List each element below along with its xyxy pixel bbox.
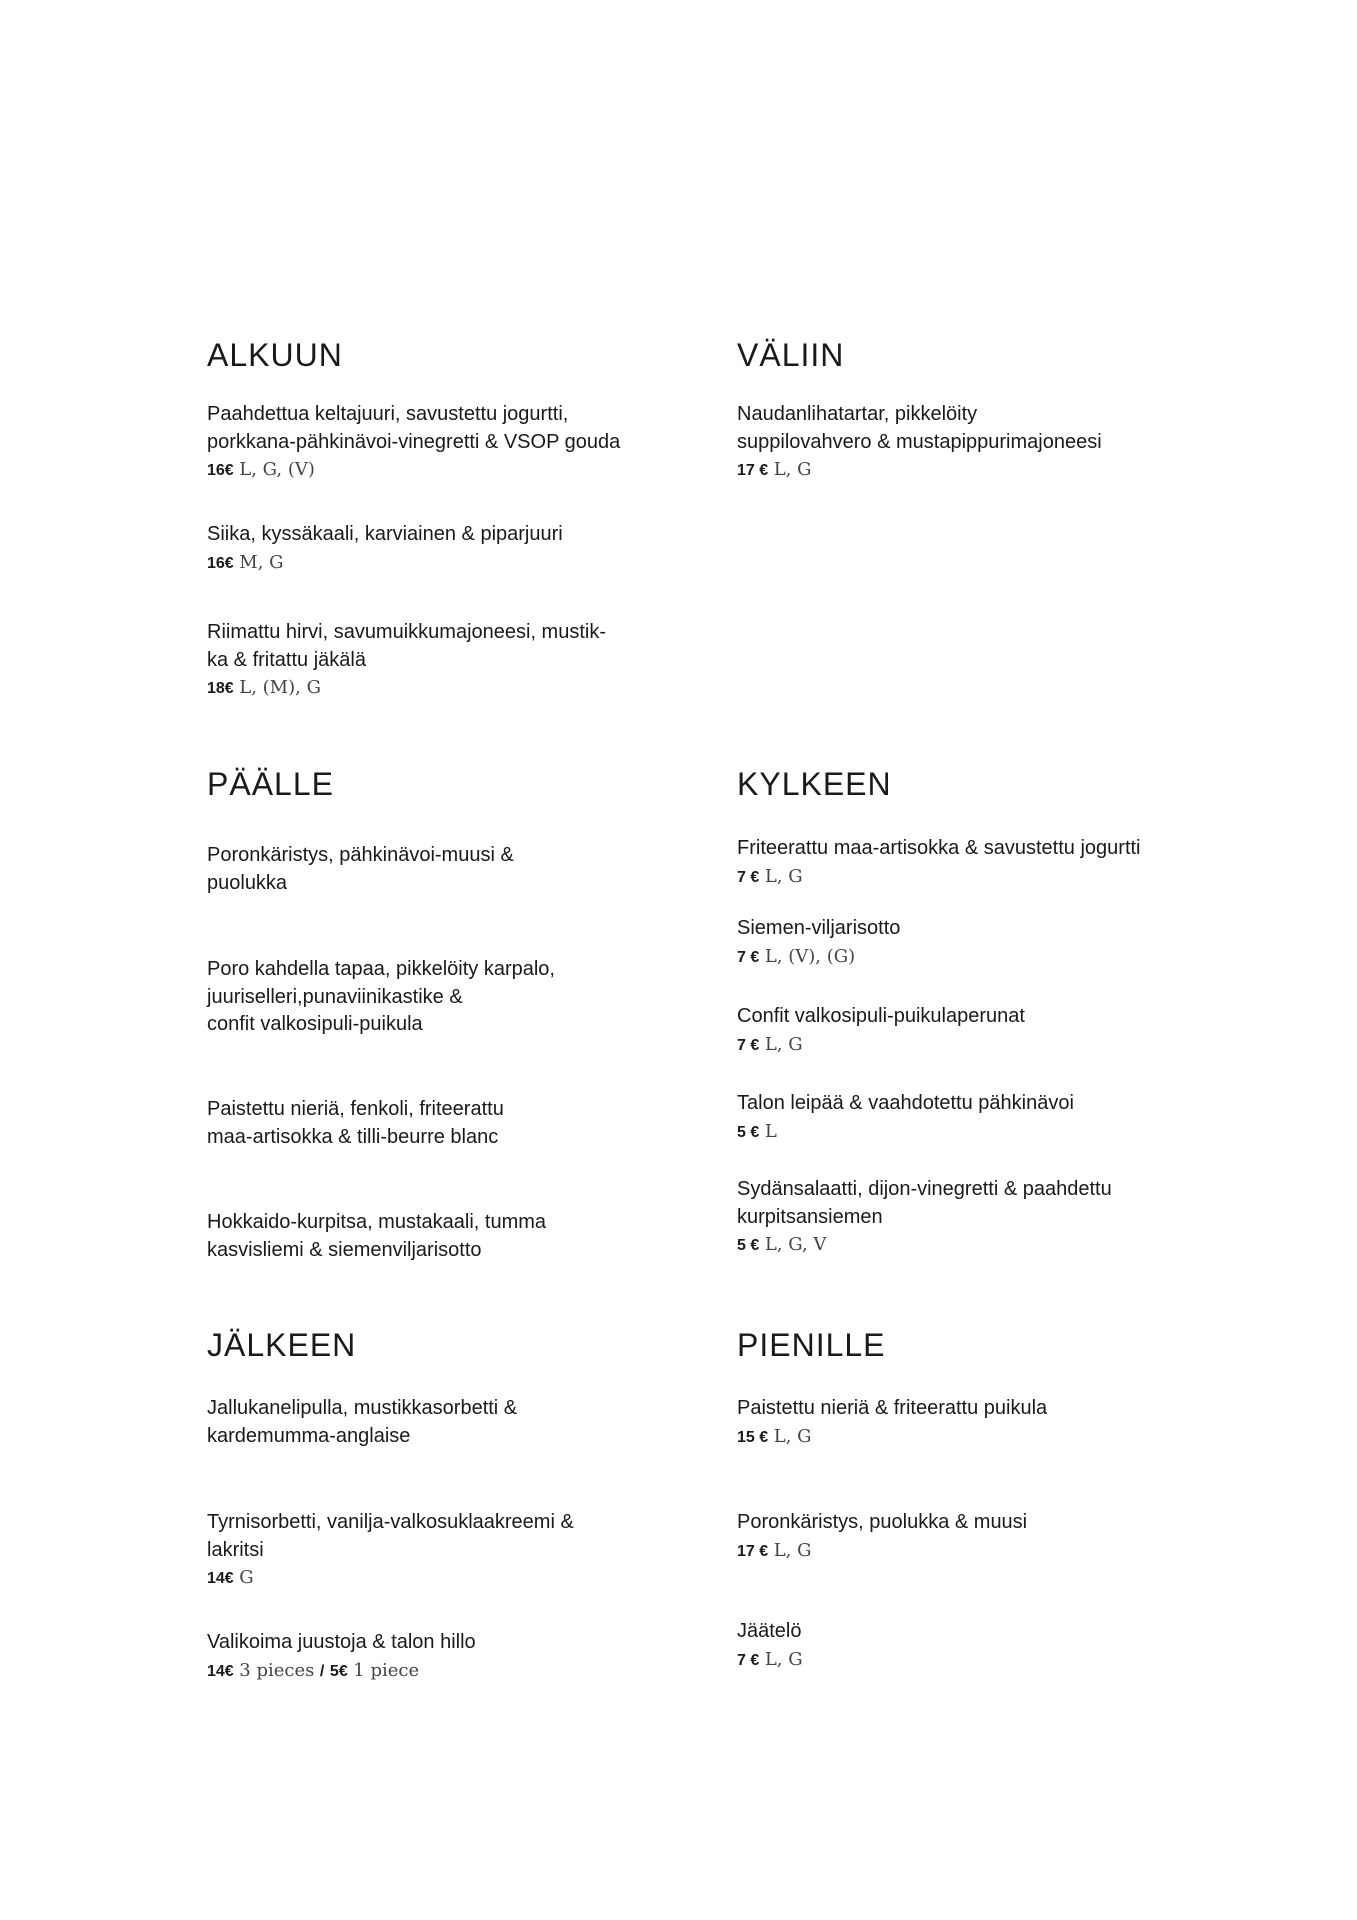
item-price: 17 € (737, 1542, 769, 1560)
menu-item (207, 619, 677, 702)
section-title: PÄÄLLE (207, 766, 334, 802)
item-name: Paahdettua keltajuuri, savustettu jogurtti, porkkana-pähkinävoi-vinegretti & VSOP gouda (207, 403, 621, 453)
item-price: 7 € (737, 948, 760, 966)
section-pienille (737, 1327, 1207, 1670)
item-diet: L, G, V (764, 1234, 827, 1255)
item-name: Jallukanelipulla, mustikkasorbetti & kardemumma-anglaise (207, 1397, 518, 1447)
item-diet: L (764, 1120, 777, 1142)
item-diet: L, G (773, 1425, 812, 1447)
menu-item (737, 835, 1207, 891)
item-price: 7 € (737, 1651, 760, 1669)
item-name: Siika, kyssäkaali, karviainen & piparjuuri (207, 523, 563, 545)
section-jalkeen (207, 1327, 677, 1681)
item-price-alt: 5€ (329, 1662, 348, 1680)
section-alkuun (207, 337, 677, 698)
menu-item (737, 1176, 1207, 1259)
section-paalle (207, 766, 677, 1261)
menu-item (207, 1395, 677, 1450)
section-kylkeen (737, 766, 1207, 1255)
menu-item (737, 401, 1207, 484)
item-price: 16€ (207, 462, 234, 479)
section-title: KYLKEEN (737, 766, 892, 802)
menu-item (737, 1003, 1207, 1059)
item-diet: M, G (239, 551, 284, 573)
menu-item (737, 1509, 1207, 1565)
item-price: 5 € (737, 1237, 760, 1254)
menu-item (207, 1096, 677, 1151)
menu-item (737, 1090, 1207, 1146)
item-name: Paistettu nieriä, fenkoli, friteerattu maa-artisokka & tilli-beurre blanc (207, 1098, 504, 1148)
price-separator: / (319, 1662, 325, 1680)
menu-item (207, 842, 677, 897)
item-price: 18€ (207, 680, 234, 697)
section-valiin (737, 337, 1207, 480)
item-diet: L, G (764, 1648, 803, 1670)
item-name: Siemen-viljarisotto (737, 917, 901, 939)
item-price: 5 € (737, 1123, 760, 1141)
item-name: Valikoima juustoja & talon hillo (207, 1631, 476, 1653)
item-price: 7 € (737, 868, 760, 886)
item-name: Naudanlihatartar, pikkelöity suppilovahvero & mustapippurimajoneesi (737, 403, 1102, 453)
item-price: 14€ (207, 1662, 234, 1680)
item-name: Tyrnisorbetti, vanilja-valkosuklaakreemi & lakritsi (207, 1511, 574, 1561)
menu-item (737, 1395, 1207, 1451)
menu-item (207, 956, 677, 1039)
menu-item (207, 1629, 677, 1685)
item-diet: L, G (773, 1539, 812, 1561)
item-name: Paistettu nieriä & friteerattu puikula (737, 1397, 1048, 1419)
item-name: Talon leipää & vaahdotettu pähkinävoi (737, 1092, 1074, 1114)
menu-item (737, 915, 1207, 971)
item-diet: G (239, 1567, 254, 1588)
item-name: Poronkäristys, puolukka & muusi (737, 1511, 1028, 1533)
item-price: 7 € (737, 1036, 760, 1054)
item-portion-alt: 1 piece (353, 1659, 420, 1681)
item-diet: L, G (764, 1033, 803, 1055)
menu-item (207, 401, 677, 484)
item-diet: L, (V), (G) (764, 945, 856, 967)
menu-item (207, 1509, 677, 1592)
item-name: Poro kahdella tapaa, pikkelöity karpalo, juuriselleri,punaviinikastike & confit valkosipuli-puikula (207, 958, 555, 1035)
item-name: Friteerattu maa-artisokka & savustettu jogurtti (737, 837, 1141, 859)
item-name: Riimattu hirvi, savumuikkumajoneesi, mustik- ka & fritattu jäkälä (207, 621, 607, 671)
item-price: 15 € (737, 1428, 769, 1446)
item-name: Sydänsalaatti, dijon-vinegretti & paahdettu kurpitsansiemen (737, 1178, 1112, 1228)
menu-item (737, 1618, 1207, 1674)
item-name: Poronkäristys, pähkinävoi-muusi & puolukka (207, 844, 514, 894)
item-diet: L, G (773, 459, 812, 480)
section-title: JÄLKEEN (207, 1327, 357, 1363)
menu-item (207, 521, 677, 577)
item-price: 16€ (207, 554, 234, 572)
item-name: Confit valkosipuli-puikulaperunat (737, 1005, 1025, 1027)
item-price: 17 € (737, 462, 769, 479)
item-diet: L, (M), G (239, 677, 321, 698)
item-name: Hokkaido-kurpitsa, mustakaali, tumma kasvisliemi & siemenviljarisotto (207, 1211, 547, 1261)
section-title: ALKUUN (207, 337, 343, 373)
item-portion: 3 pieces (239, 1659, 315, 1681)
menu-item (207, 1209, 677, 1264)
item-diet: L, G, (V) (239, 459, 315, 480)
section-title: VÄLIIN (737, 337, 845, 373)
item-price: 14€ (207, 1570, 234, 1587)
item-diet: L, G (764, 865, 803, 887)
section-title: PIENILLE (737, 1327, 886, 1363)
item-name: Jäätelö (737, 1620, 802, 1642)
